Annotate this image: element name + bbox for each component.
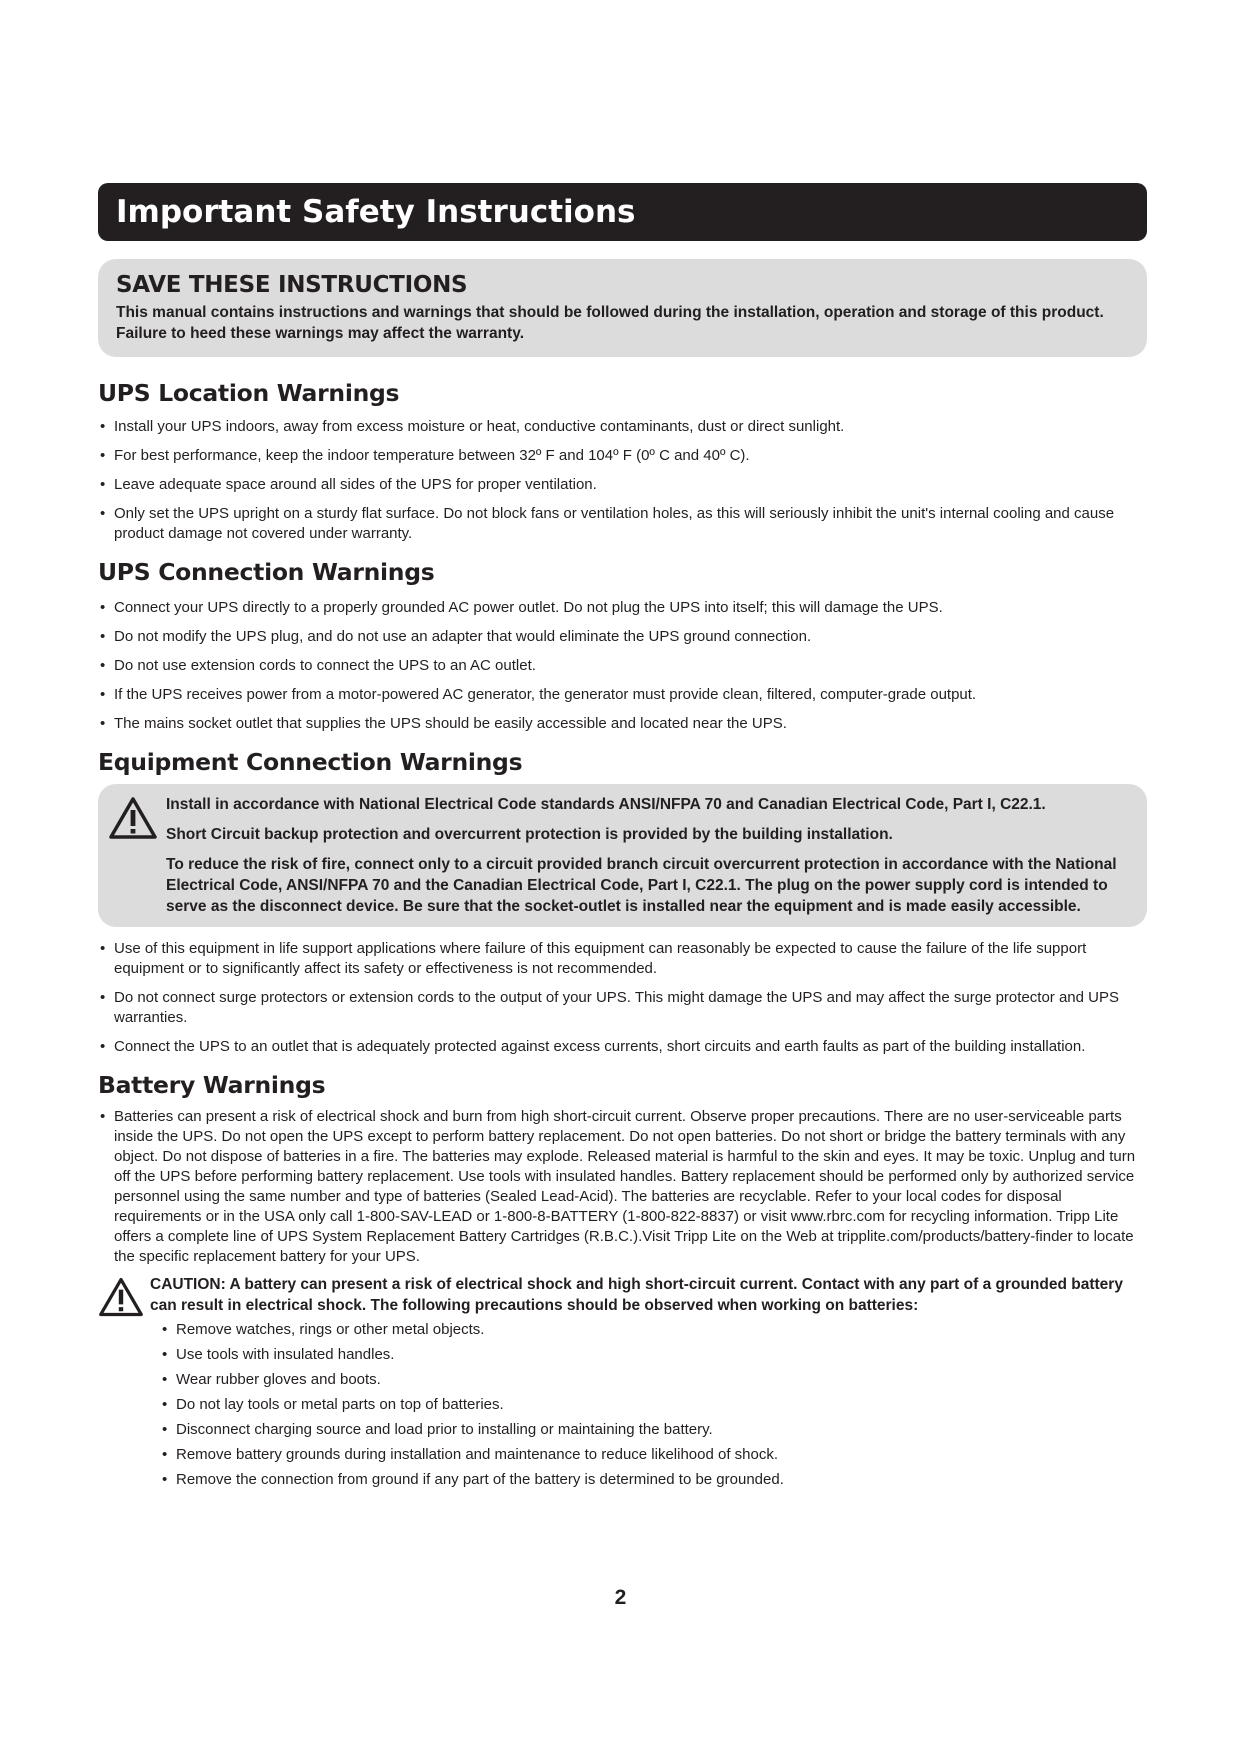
warning-text: To reduce the risk of fire, connect only to a circuit provided branch circuit overcurrent protection in accordance with the National Electrical Code, ANSI/NFPA 70 and the Canadian Electrical Code, Part I, C22.1. The plug on the power supply cord is intended to serve as the disconnect device. Be sure that the socket-outlet is installed near the equipment and is made easily accessible.	[166, 856, 1117, 915]
list-item: • Remove battery grounds during installation and maintenance to reduce likelihood of shock.	[160, 1445, 1147, 1465]
title-bar	[98, 183, 1147, 241]
battery-list	[98, 1107, 1147, 1267]
connection-list	[98, 598, 1147, 734]
list-item: • Remove watches, rings or other metal objects.	[160, 1320, 1147, 1340]
save-heading: SAVE THESE INSTRUCTIONS	[116, 272, 468, 298]
list-item: • The mains socket outlet that supplies the UPS should be easily accessible and located near the UPS.	[98, 714, 1147, 734]
list-item: • Do not modify the UPS plug, and do not use an adapter that would eliminate the UPS ground connection.	[98, 627, 1147, 647]
save-instructions-box	[98, 259, 1147, 357]
list-item: • Do not use extension cords to connect the UPS to an AC outlet.	[98, 656, 1147, 676]
safety-page	[98, 183, 1147, 1495]
warning-text: Short Circuit backup protection and overcurrent protection is provided by the building installation.	[166, 826, 893, 843]
electrical-code-warning-box	[98, 784, 1147, 927]
section-heading: UPS Location Warnings	[98, 379, 400, 407]
list-item: • For best performance, keep the indoor temperature between 32º F and 104º F (0º C and 40º C).	[98, 446, 1147, 466]
equipment-list	[98, 939, 1147, 1057]
list-item: • Remove the connection from ground if any part of the battery is determined to be grounded.	[160, 1470, 1147, 1490]
caution-list	[150, 1320, 1147, 1490]
location-list	[98, 417, 1147, 544]
warning-triangle-icon	[98, 1276, 144, 1323]
list-item: • Wear rubber gloves and boots.	[160, 1370, 1147, 1390]
battery-warnings-section	[98, 1071, 1147, 1490]
warning-triangle-icon	[108, 796, 158, 845]
save-text: This manual contains instructions and warnings that should be followed during the installation, operation and storage of this product. Failure to heed these warnings may affect the warranty.	[116, 304, 1104, 342]
list-item: • Install your UPS indoors, away from excess moisture or heat, conductive contaminants, dust or direct sunlight.	[98, 417, 1147, 437]
list-item: • Batteries can present a risk of electrical shock and burn from high short-circuit current. Observe proper precautions. There are no user-serviceable parts inside the UPS. Do not open the UPS except to perform battery replacement. Do not open batteries. Do not short or bridge the battery terminals with any object. Do not dispose of batteries in a fire. The batteries may explode. Released material is harmful to the skin and eyes. It may be toxic. Unplug and turn off the UPS before performing battery replacement. Use tools with insulated handles. Battery replacement should be performed only by authorized service personnel using the same number and type of batteries (Sealed Lead-Acid). The batteries are recyclable. Refer to your local codes for disposal requirements or in the USA only call 1-800-SAV-LEAD or 1-800-8-BATTERY (1-800-822-8837) or visit www.rbrc.com for recycling information. Tripp Lite offers a complete line of UPS System Replacement Battery Cartridges (R.B.C.).Visit Tripp Lite on the Web at tripplite.com/products/battery-finder to locate the specific replacement battery for your UPS.	[98, 1107, 1147, 1267]
list-item: • Connect the UPS to an outlet that is adequately protected against excess currents, short circuits and earth faults as part of the building installation.	[98, 1037, 1147, 1057]
battery-caution	[98, 1274, 1147, 1490]
caution-text: CAUTION: A battery can present a risk of electrical shock and high short-circuit current. Contact with any part of a grounded battery can result in electrical shock. The following precautions should be observed when working on batteries:	[150, 1276, 1123, 1314]
list-item: • Disconnect charging source and load prior to installing or maintaining the battery.	[160, 1420, 1147, 1440]
warning-text: Install in accordance with National Electrical Code standards ANSI/NFPA 70 and Canadian Electrical Code, Part I, C22.1.	[166, 796, 1046, 813]
list-item: • Do not lay tools or metal parts on top of batteries.	[160, 1395, 1147, 1415]
ups-location-section	[98, 379, 1147, 544]
list-item: • Use of this equipment in life support applications where failure of this equipment can reasonably be expected to cause the failure of the life support equipment or to significantly affect its safety or effectiveness is not recommended.	[98, 939, 1147, 979]
list-item: • Do not connect surge protectors or extension cords to the output of your UPS. This might damage the UPS and may affect the surge protector and UPS warranties.	[98, 988, 1147, 1028]
section-heading: UPS Connection Warnings	[98, 558, 435, 586]
page-title: Important Safety Instructions	[116, 194, 636, 230]
ups-connection-section	[98, 558, 1147, 734]
list-item: • Use tools with insulated handles.	[160, 1345, 1147, 1365]
section-heading: Battery Warnings	[98, 1071, 326, 1099]
equipment-connection-section	[98, 748, 1147, 1057]
section-heading: Equipment Connection Warnings	[98, 748, 523, 776]
list-item: • If the UPS receives power from a motor-powered AC generator, the generator must provide clean, filtered, computer-grade output.	[98, 685, 1147, 705]
list-item: • Connect your UPS directly to a properly grounded AC power outlet. Do not plug the UPS into itself; this will damage the UPS.	[98, 598, 1147, 618]
list-item: • Leave adequate space around all sides of the UPS for proper ventilation.	[98, 475, 1147, 495]
list-item: • Only set the UPS upright on a sturdy flat surface. Do not block fans or ventilation holes, as this will seriously inhibit the unit's internal cooling and cause product damage not covered under warranty.	[98, 504, 1147, 544]
page-number: 2	[614, 1586, 627, 1609]
